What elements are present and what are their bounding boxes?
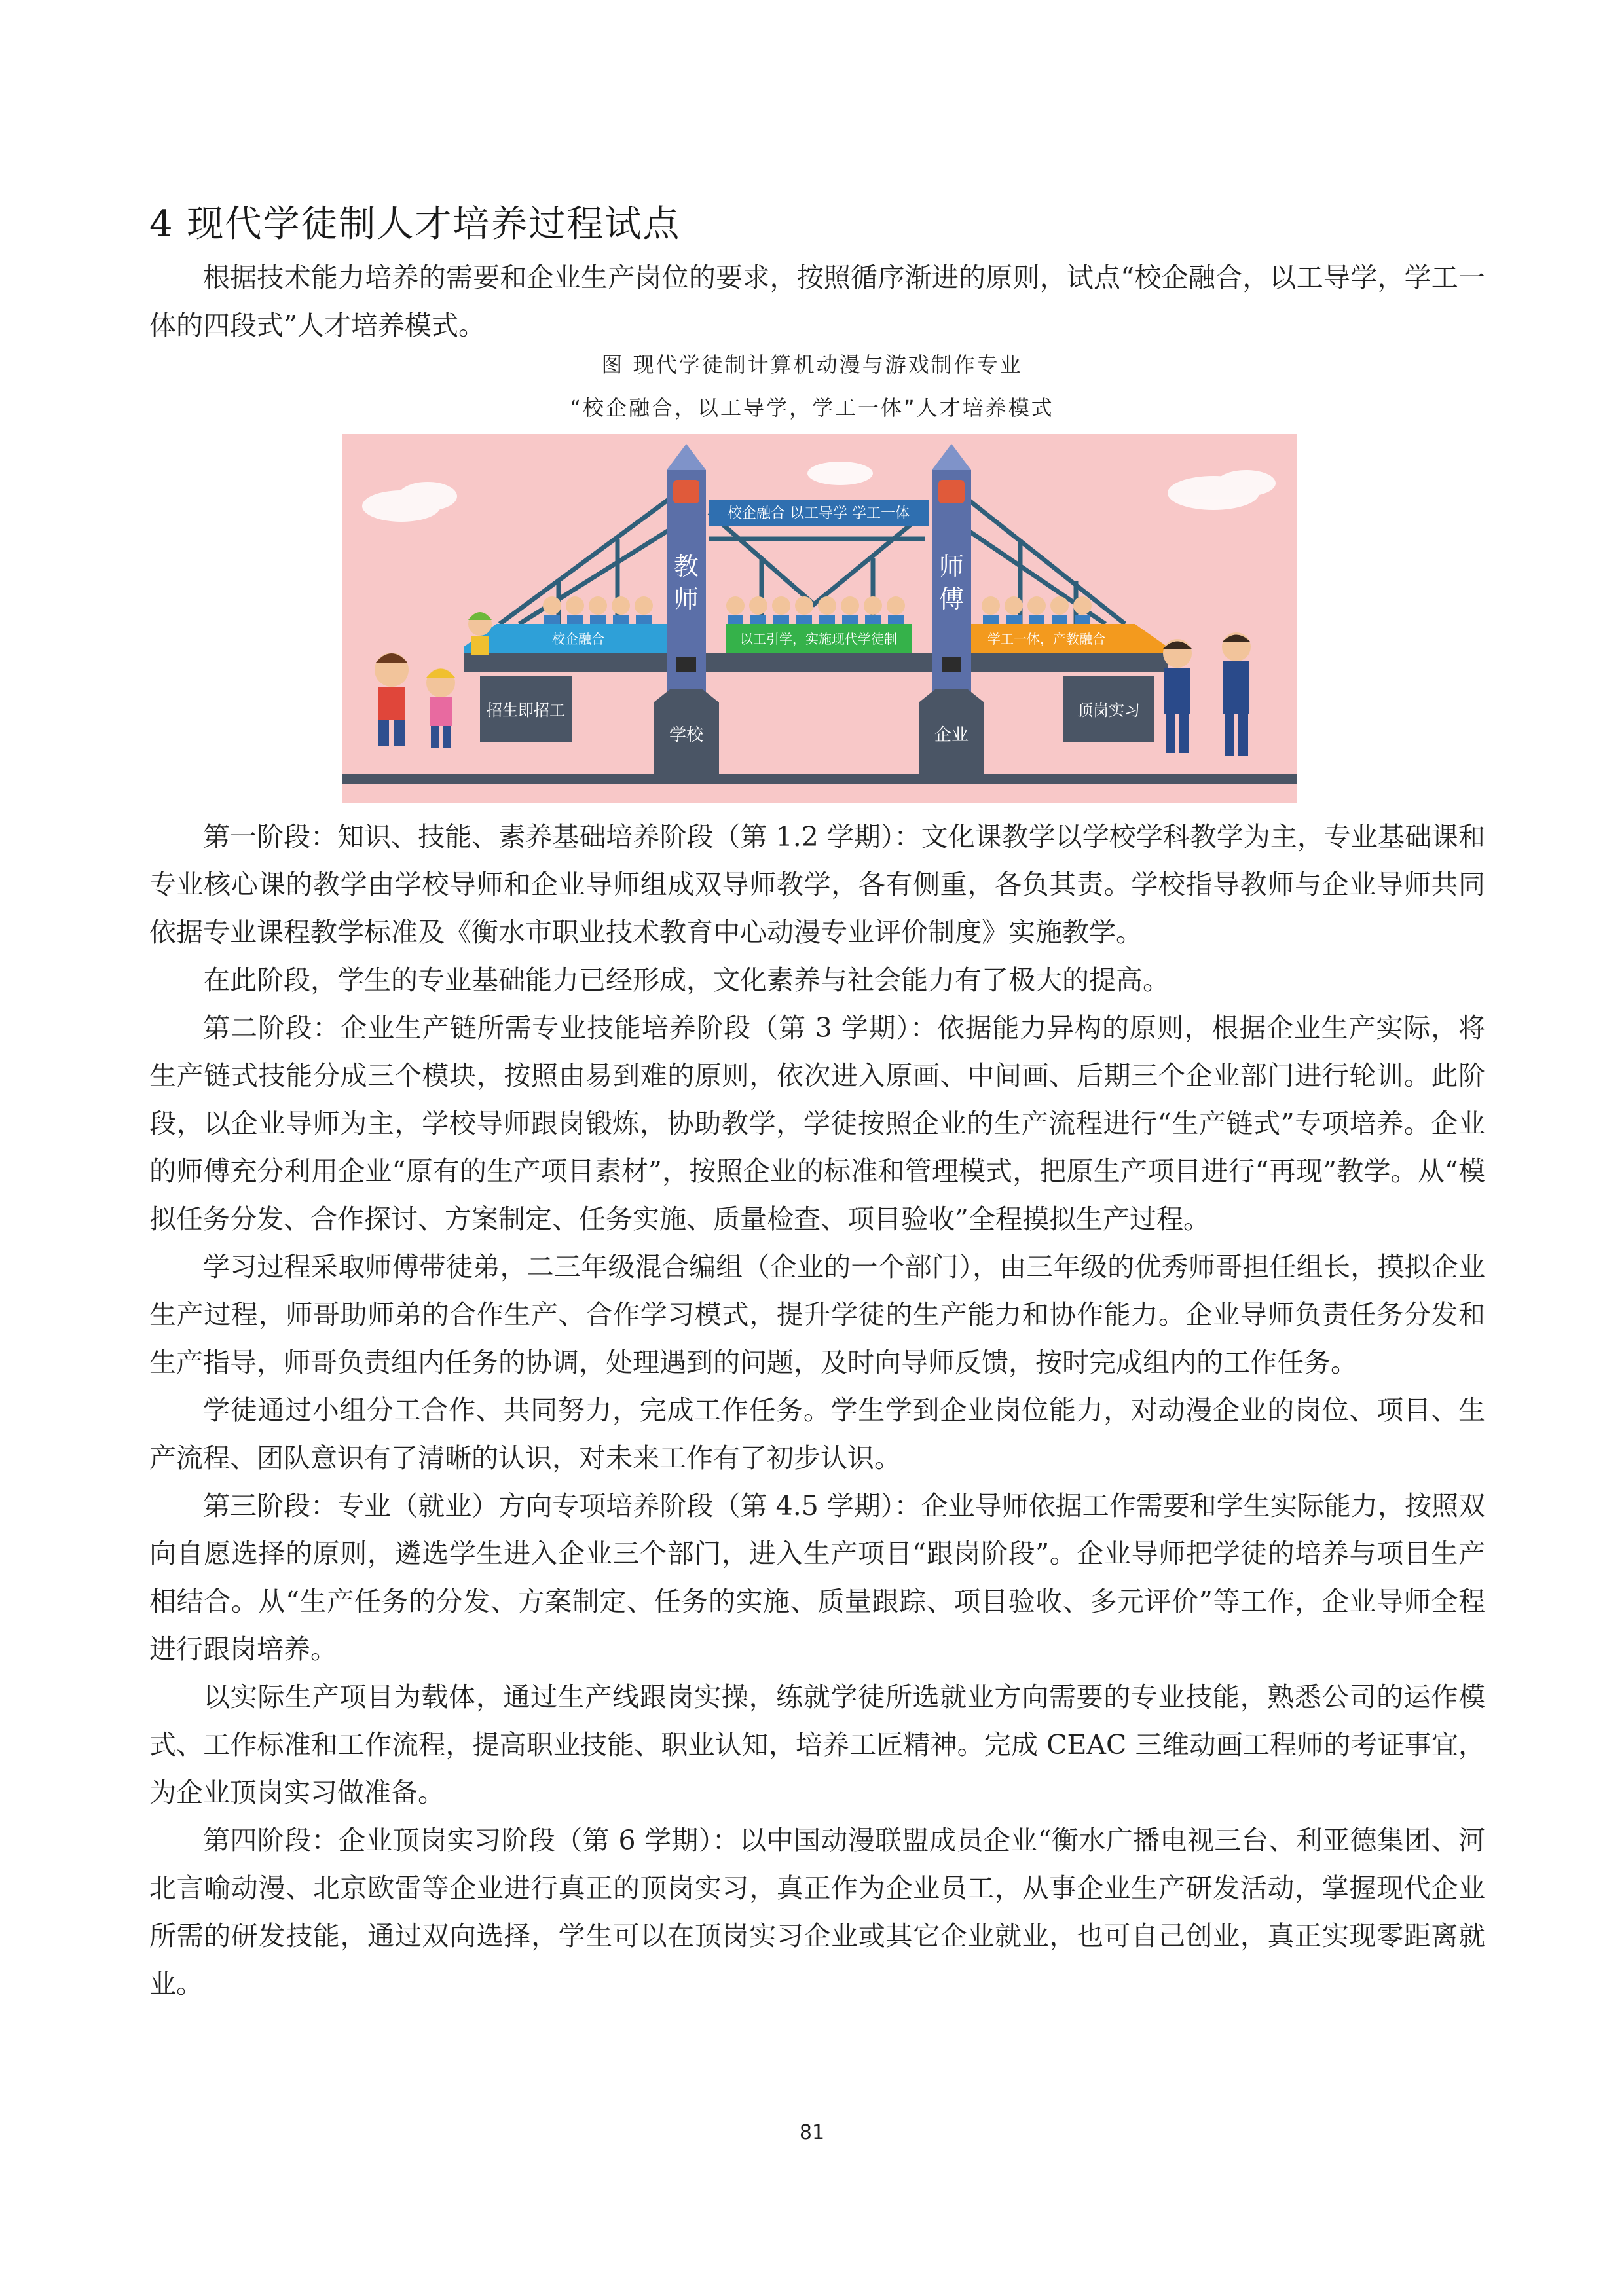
- deck-base: [464, 653, 1168, 672]
- box-right-label: 顶岗实习: [1077, 701, 1140, 720]
- page-number: 81: [799, 2121, 825, 2144]
- tower-left-char1: 教: [673, 552, 699, 581]
- tower-left: [667, 444, 706, 706]
- body-text: [149, 813, 1485, 2008]
- ground-line: [342, 774, 1297, 784]
- paragraph-stage2-result: 学徒通过小组分工合作、共同努力，完成工作任务。学生学到企业岗位能力，对动漫企业的岗位、项目、生产流程、团队意识有了清晰的认识，对未来工作有了初步认识。: [149, 1394, 1485, 1474]
- banner-text: 校企融合 以工导学 学工一体: [728, 505, 910, 522]
- paragraph-stage3: 第三阶段：专业（就业）方向专项培养阶段（第 4.5 学期）：企业导师依据工作需要和学生实际能力，按照双向自愿选择的原则，遴选学生进入企业三个部门，进入生产项目“跟岗阶段”。企业导师把学徒的培养与项目生产相结合。从“生产任务的分发、方案制定、任务的实施、质量跟踪、项目验收、多元评价”等工作，企业导师全程进行跟岗培养。: [149, 1490, 1485, 1665]
- section-title: 4 现代学徒制人才培养过程试点: [149, 203, 681, 246]
- computer-icon: [676, 657, 696, 672]
- tower-left-char2: 师: [673, 585, 699, 613]
- box-enterprise-label: 企业: [934, 725, 969, 745]
- tower-left-emblem: [673, 480, 699, 503]
- paragraph-stage2: 第二阶段：企业生产链所需专业技能培养阶段（第 3 学期）：依据能力异构的原则，根据企业生产实际，将生产链式技能分成三个模块，按照由易到难的原则，依次进入原画、中间画、后期三个企业部门进行轮训。此阶段，以企业导师为主，学校导师跟岗锻炼，协助教学，学徒按照企业的生产流程进行“生产链式”专项培养。企业的师傅充分利用企业“原有的生产项目素材”，按照企业的标准和管理模式，把原生产项目进行“再现”教学。从“模拟任务分发、合作探讨、方案制定、任务实施、质量检查、项目验收”全程摸拟生产过程。: [149, 1012, 1485, 1235]
- box-school-label: 学校: [669, 725, 704, 745]
- paragraph-stage1: 第一阶段：知识、技能、素养基础培养阶段（第 1.2 学期）：文化课教学以学校学科教学为主，专业基础课和专业核心课的教学由学校导师和企业导师组成双导师教学，各有侧重，各负其责。学校指导教师与企业导师共同依据专业课程教学标准及《衡水市职业技术教育中心动漫专业评价制度》实施教学。: [149, 821, 1485, 948]
- tower-right-char1: 师: [938, 552, 965, 581]
- tower-right: [932, 444, 971, 706]
- box-left-label: 招生即招工: [487, 701, 565, 720]
- paragraph-stage1-result: 在此阶段，学生的专业基础能力已经形成，文化素养与社会能力有了极大的提高。: [203, 964, 1170, 996]
- paragraph-stage4: 第四阶段：企业顶岗实习阶段（第 6 学期）：以中国动漫联盟成员企业“衡水广播电视三台、利亚德集团、河北言喻动漫、北京欧雷等企业进行真正的顶岗实习，真正作为企业员工，从事企业生产研发活动，掌握现代企业所需的研发技能，通过双向选择，学生可以在顶岗实习企业或其它企业就业，也可自己创业，真正实现零距离就业。: [149, 1825, 1485, 1999]
- tower-right-char2: 傅: [938, 585, 965, 613]
- band-right-label: 学工一体，产教融合: [987, 631, 1105, 647]
- intro-paragraph: 根据技术能力培养的需要和企业生产岗位的要求，按照循序渐进的原则，试点“校企融合，以工导学，学工一体的四段式”人才培养模式。: [149, 262, 1485, 341]
- paragraph-stage2-process: 学习过程采取师傅带徒弟，二三年级混合编组（企业的一个部门），由三年级的优秀师哥担任组长，摸拟企业生产过程，师哥助师弟的合作生产、合作学习模式，提升学徒的生产能力和协作能力。企业导师负责任务分发和生产指导，师哥负责组内任务的协调，处理遇到的问题，及时向导师反馈，按时完成组内的工作任务。: [149, 1251, 1485, 1378]
- tower-right-emblem: [938, 480, 965, 503]
- figure-caption-line1: 图 现代学徒制计算机动漫与游戏制作专业: [601, 352, 1023, 377]
- paragraph-stage3-detail: 以实际生产项目为载体，通过生产线跟岗实操，练就学徒所选就业方向需要的专业技能，熟悉公司的运作模式、工作标准和工作流程，提高职业技能、职业认知，培养工匠精神。完成 CEAC 三维动画工程师的考证事宜，为企业顶岗实习做准备。: [149, 1681, 1485, 1808]
- band-left-label: 校企融合: [552, 631, 604, 647]
- computer-icon: [942, 657, 961, 672]
- figure-caption-line2: “校企融合，以工导学，学工一体”人才培养模式: [570, 395, 1054, 420]
- bridge-illustration: [342, 434, 1297, 803]
- band-middle-label: 以工引学，实施现代学徒制: [740, 631, 897, 647]
